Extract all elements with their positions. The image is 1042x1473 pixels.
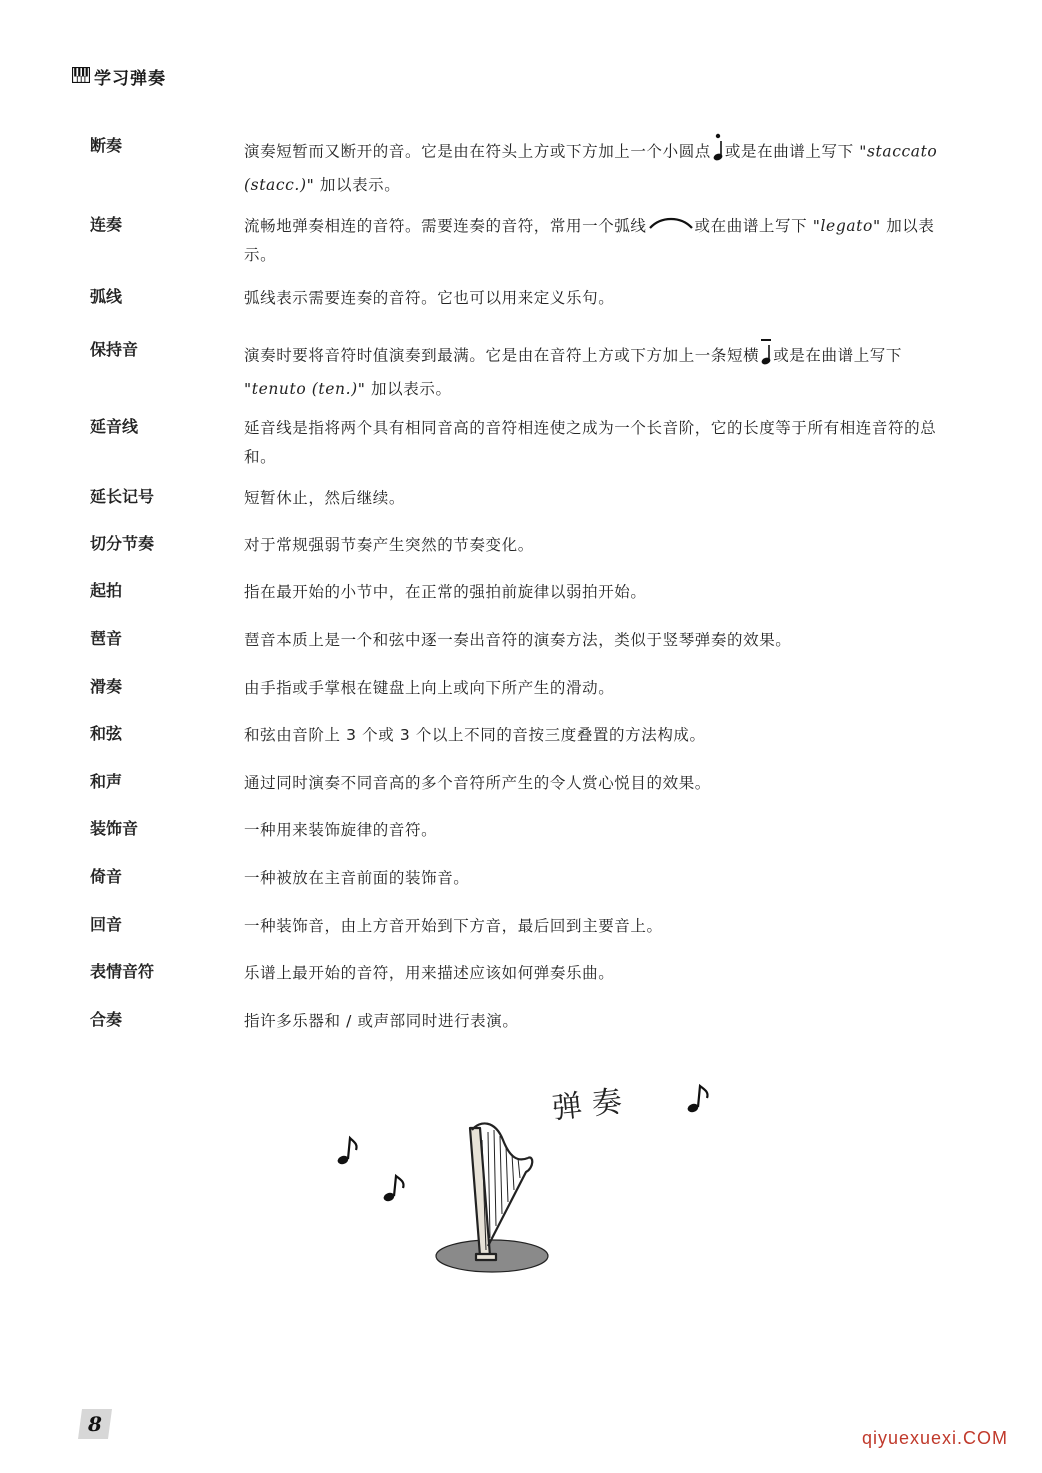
piano-keys-icon bbox=[72, 67, 90, 87]
definition-text: " 加以表示。 bbox=[357, 380, 452, 398]
glossary-term: 回音 bbox=[90, 915, 123, 934]
italic-term: legato bbox=[820, 217, 873, 235]
glossary-term: 保持音 bbox=[90, 340, 139, 359]
definition-text: " 加以表示。 bbox=[244, 217, 935, 264]
definition-text: 指许多乐器和 / 或声部同时进行表演。 bbox=[244, 1012, 519, 1030]
page-header bbox=[72, 64, 166, 89]
definition-text: 对于常规强弱节奏产生突然的节奏变化。 bbox=[244, 536, 534, 554]
glossary-term: 琶音 bbox=[90, 629, 123, 648]
music-note-icon bbox=[382, 1176, 403, 1203]
definition-text: " 加以表示。 bbox=[306, 176, 401, 194]
music-note-icon bbox=[686, 1086, 707, 1114]
glossary-definition bbox=[244, 721, 956, 750]
definition-text: 通过同时演奏不同音高的多个音符所产生的令人赏心悦目的效果。 bbox=[244, 774, 711, 792]
glossary-definition bbox=[244, 674, 956, 703]
definition-text: 或是在曲谱上写下 " bbox=[244, 346, 903, 398]
italic-term: staccato (stacc.) bbox=[244, 142, 938, 194]
section-title: 学习弹奏 bbox=[94, 69, 166, 89]
glossary-definition bbox=[244, 133, 956, 200]
definition-text: 流畅地弹奏相连的音符。需要连奏的音符，常用一个弧线 bbox=[244, 217, 647, 235]
definition-text: 弧线表示需要连奏的音符。它也可以用来定义乐句。 bbox=[244, 289, 615, 307]
glossary-definition bbox=[244, 414, 956, 472]
glossary-definition bbox=[244, 912, 956, 941]
definition-text: 琶音本质上是一个和弦中逐一奏出音符的演奏方法，类似于竖琴弹奏的效果。 bbox=[244, 631, 792, 649]
definition-text: 或是在曲谱上写下 " bbox=[724, 142, 867, 161]
harp-illustration bbox=[320, 1060, 740, 1290]
definition-text: 乐谱上最开始的音符，用来描述应该如何弹奏乐曲。 bbox=[244, 964, 615, 982]
glossary-term: 切分节奏 bbox=[90, 534, 155, 553]
glossary-definition bbox=[244, 816, 956, 845]
glossary-definition bbox=[244, 578, 956, 607]
glossary-term: 倚音 bbox=[90, 867, 123, 886]
slur-arc-icon bbox=[647, 212, 695, 241]
illustration-caption: 弹奏 bbox=[550, 1083, 634, 1127]
definition-text: 演奏短暂而又断开的音。它是由在符头上方或下方加上一个小圆点 bbox=[244, 142, 711, 161]
definition-text: 一种装饰音，由上方音开始到下方音，最后回到主要音上。 bbox=[244, 917, 663, 935]
page-number-badge bbox=[74, 1405, 116, 1443]
glossary-term: 滑奏 bbox=[90, 677, 123, 696]
glossary-term: 和声 bbox=[90, 772, 123, 791]
glossary-term: 连奏 bbox=[90, 215, 123, 234]
glossary-term: 弧线 bbox=[90, 287, 123, 306]
definition-text: 短暂休止，然后继续。 bbox=[244, 489, 406, 507]
glossary-term: 起拍 bbox=[90, 581, 123, 600]
glossary-definition bbox=[244, 626, 956, 655]
glossary-term: 延音线 bbox=[90, 417, 139, 436]
glossary-definition bbox=[244, 284, 956, 313]
definition-text: 演奏时要将音符时值演奏到最满。它是由在音符上方或下方加上一条短横 bbox=[244, 346, 760, 365]
glossary-definition bbox=[244, 484, 956, 513]
definition-text: 一种被放在主音前面的装饰音。 bbox=[244, 869, 470, 887]
glossary-term: 合奏 bbox=[90, 1010, 123, 1029]
definition-text: 延音线是指将两个具有相同音高的音符相连使之成为一个长音阶，它的长度等于所有相连音符的总和。 bbox=[244, 419, 937, 466]
glossary-definition bbox=[244, 864, 956, 893]
glossary-term: 表情音符 bbox=[90, 962, 155, 981]
music-note-icon bbox=[336, 1138, 356, 1166]
definition-text: 由手指或手掌根在键盘上向上或向下所产生的滑动。 bbox=[244, 679, 615, 697]
glossary-term: 装饰音 bbox=[90, 819, 139, 838]
site-watermark: qiyuexuexi.COM bbox=[861, 1428, 1008, 1448]
glossary-definition bbox=[244, 769, 956, 798]
glossary-definition bbox=[244, 959, 956, 988]
definition-text: 和弦由音阶上 3 个或 3 个以上不同的音按三度叠置的方法构成。 bbox=[244, 726, 706, 744]
definition-text: 一种用来装饰旋律的音符。 bbox=[244, 821, 438, 839]
glossary-term: 延长记号 bbox=[90, 487, 155, 506]
definition-text: 指在最开始的小节中，在正常的强拍前旋律以弱拍开始。 bbox=[244, 583, 647, 601]
page-number: 8 bbox=[88, 1412, 102, 1436]
glossary-definition bbox=[244, 337, 956, 404]
definition-text: 或在曲谱上写下 " bbox=[694, 217, 821, 235]
glossary-definition bbox=[244, 212, 956, 270]
tenuto-note-icon bbox=[759, 337, 773, 375]
glossary-definition bbox=[244, 531, 956, 560]
harp-icon bbox=[470, 1123, 532, 1260]
glossary-definition bbox=[244, 1007, 956, 1036]
staccato-note-icon bbox=[711, 133, 725, 171]
glossary-term: 和弦 bbox=[90, 724, 123, 743]
italic-term: tenuto (ten.) bbox=[251, 380, 358, 398]
glossary-term: 断奏 bbox=[90, 136, 123, 155]
